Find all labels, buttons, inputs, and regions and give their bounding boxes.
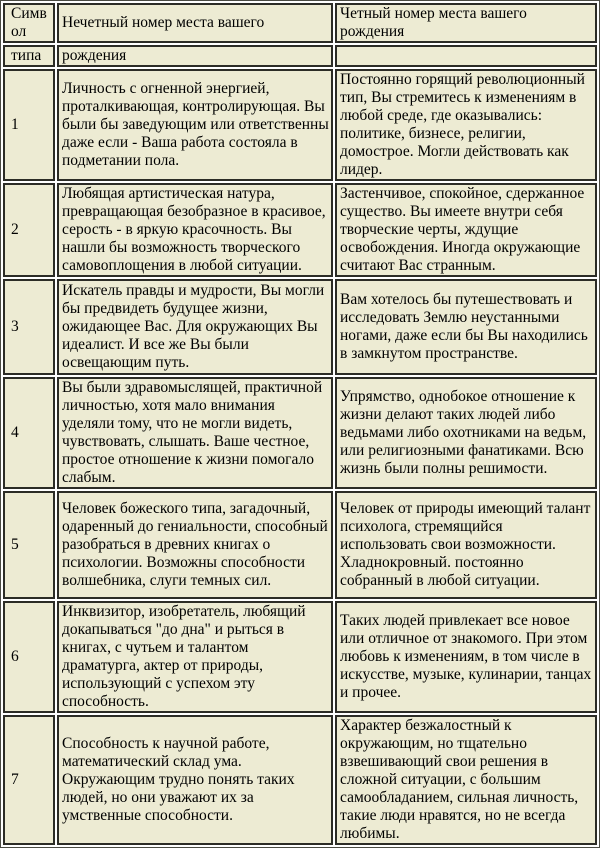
odd-description-cell: Искатель правды и мудрости, Вы могли бы предвидеть будущее жизни, ожидающее Вас. Для окружающих Вы идеалист. И все же Вы были освещающим путь. (57, 279, 333, 375)
even-description-cell: Человек от природы имеющий талант психолога, стремящийся использовать свои возможности. Хладнокровный. постоянно собранный в любой ситуации. (335, 491, 597, 599)
header-symbol-line2: типа (3, 45, 55, 67)
table-row (3, 377, 597, 489)
table-row (3, 491, 597, 599)
header-symbol-line1: Символ (3, 3, 55, 43)
table-row (3, 279, 597, 375)
symbol-cell: 4 (3, 377, 55, 489)
symbol-cell: 7 (3, 715, 55, 845)
table-row (3, 69, 597, 181)
table-row (3, 715, 597, 845)
even-description-cell: Постоянно горящий революционный тип, Вы стремитесь к изменениям в любой среде, где оказывались: политике, бизнесе, религии, домострое. Могли действовать как лидер. (335, 69, 597, 181)
odd-description-cell: Способность к научной работе, математический склад ума. Окружающим трудно понять таких людей, но они уважают их за умственные способности. (57, 715, 333, 845)
table-row (3, 183, 597, 277)
even-description-cell: Таких людей привлекает все новое или отличное от знакомого. При этом любовь к изменениям, в том числе в искусстве, музыке, кулинарии, танцах и прочее. (335, 601, 597, 713)
symbol-cell: 5 (3, 491, 55, 599)
table-row (3, 601, 597, 713)
header-even-line2 (335, 45, 597, 67)
even-description-cell: Вам хотелось бы путешествовать и исследовать Землю неустанными ногами, даже если бы Вы находились в замкнутом пространстве. (335, 279, 597, 375)
symbol-cell: 2 (3, 183, 55, 277)
header-odd-line1: Нечетный номер места вашего (57, 3, 333, 43)
header-row-1 (3, 3, 597, 43)
symbol-cell: 1 (3, 69, 55, 181)
odd-description-cell: Вы были здравомыслящей, практичной личностью, хотя мало внимания уделяли тому, что не могли видеть, чувствовать, слышать. Ваше честное, простое отношение к жизни помогало слабым. (57, 377, 333, 489)
header-even-line1: Четный номер места вашего рождения (335, 3, 597, 43)
header-odd-line2: рождения (57, 45, 333, 67)
even-description-cell: Застенчивое, спокойное, сдержанное существо. Вы имеете внутри себя творческие черты, ждущие освобождения. Иногда окружающие считают Вас странным. (335, 183, 597, 277)
symbol-cell: 3 (3, 279, 55, 375)
odd-description-cell: Человек божеского типа, загадочный, одаренный до гениальности, способный разобраться в древних книгах о психологии. Возможны способности волшебника, слуги темных сил. (57, 491, 333, 599)
even-description-cell: Характер безжалостный к окружающим, но тщательно взвешивающий свои решения в сложной ситуации, с большим самообладанием, сильная личность, такие люди нравятся, но не всегда любимы. (335, 715, 597, 845)
header-row-2 (3, 45, 597, 67)
odd-description-cell: Инквизитор, изобретатель, любящий докапываться "до дна" и рыться в книгах, с чутьем и талантом драматурга, актер от природы, использующий с успехом эту способность. (57, 601, 333, 713)
even-description-cell: Упрямство, однобокое отношение к жизни делают таких людей либо ведьмами либо охотниками на ведьм, или религиозными фанатиками. Всю жизнь были полны решимости. (335, 377, 597, 489)
odd-description-cell: Любящая артистическая натура, превращающая безобразное в красивое, серость - в яркую красочность. Вы нашли бы возможность творческого самовоплощения в любой ситуации. (57, 183, 333, 277)
symbol-cell: 6 (3, 601, 55, 713)
odd-description-cell: Личность с огненной энергией, проталкивающая, контролирующая. Вы были бы заведующим или ответственны даже если - Ваша работа состояла в подметании пола. (57, 69, 333, 181)
